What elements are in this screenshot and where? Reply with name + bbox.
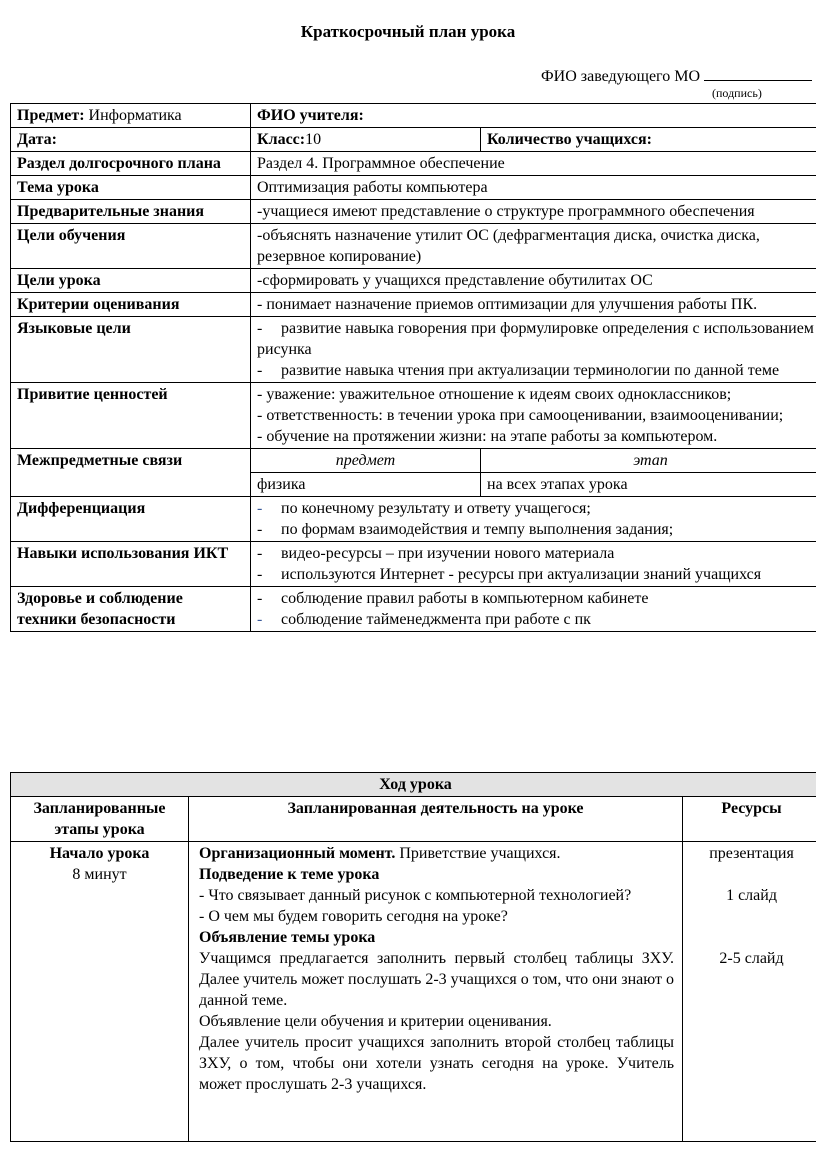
head-label: ФИО заведующего МО xyxy=(541,68,700,85)
list-item: - по формам взаимодействия и темпу выполнения задания; xyxy=(257,521,674,538)
goals-label: Цели обучения xyxy=(11,224,251,269)
inter-col-stage: этап xyxy=(481,449,816,473)
lang-label: Языковые цели xyxy=(11,317,251,383)
health-label: Здоровье и соблюдение техники безопасности xyxy=(11,587,251,632)
col-activity-header: Запланированная деятельность на уроке xyxy=(189,797,683,842)
goals-value: -объяснять назначение утилит ОС (дефрагментация диска, очистка диска, резервное копирование) xyxy=(251,224,816,269)
org-moment: Организационный момент. Приветствие учащихся. xyxy=(199,845,561,862)
criteria-label: Критерии оценивания xyxy=(11,293,251,317)
lang-value xyxy=(251,317,816,383)
subject-value: Информатика xyxy=(88,107,182,124)
stage-duration: 8 минут xyxy=(72,866,127,883)
announce-text: Объявление цели обучения и критерии оценивания. xyxy=(199,1013,552,1030)
inter-col-subject: предмет xyxy=(251,449,481,473)
col-stages-header: Запланированные этапы урока xyxy=(11,797,189,842)
resource-item: презентация xyxy=(709,845,794,862)
lesson-goals-value: -сформировать у учащихся представление обутилитах ОС xyxy=(251,269,816,293)
section-label: Раздел долгосрочного плана xyxy=(11,152,251,176)
list-item: - уважение: уважительное отношение к идеям своих одноклассников; xyxy=(257,386,732,403)
topic-label: Тема урока xyxy=(11,176,251,200)
prior-value: -учащиеся имеют представление о структуре программного обеспечения xyxy=(251,200,816,224)
course-heading: Ход урока xyxy=(11,773,816,797)
criteria-value: - понимает назначение приемов оптимизации для улучшения работы ПК. xyxy=(251,293,816,317)
announce-text: Учащимся предлагается заполнить первый столбец таблицы ЗХУ. Далее учитель может послушать 2-3 учащихся о том, что они знают о данной теме. xyxy=(199,950,674,1009)
lesson-course-table xyxy=(10,772,816,1142)
stage-name: Начало урока xyxy=(49,845,150,862)
lead-question: - О чем мы будем говорить сегодня на уроке? xyxy=(199,908,508,925)
signature-hint: (подпись) xyxy=(712,86,762,100)
prior-label: Предварительные знания xyxy=(11,200,251,224)
inter-stage-value: на всех этапах урока xyxy=(481,473,816,497)
date-label: Дата: xyxy=(11,128,251,152)
resource-item: 1 слайд xyxy=(726,887,777,904)
values-label: Привитие ценностей xyxy=(11,383,251,449)
diff-label: Дифференциация xyxy=(11,497,251,542)
lesson-goals-label: Цели урока xyxy=(11,269,251,293)
list-item: - обучение на протяжении жизни: на этапе работы за компьютером. xyxy=(257,428,718,445)
class-label: Класс: xyxy=(257,131,306,148)
subject-label: Предмет: xyxy=(17,107,85,124)
ict-label: Навыки использования ИКТ xyxy=(11,542,251,587)
list-item: - соблюдение правил работы в компьютерном кабинете xyxy=(257,590,649,607)
list-item: - по конечному результату и ответу учащегося; xyxy=(257,500,591,517)
list-item: - соблюдение тайменеджмента при работе с пк xyxy=(257,611,591,628)
announce-title: Объявление темы урока xyxy=(199,929,376,946)
head-signature-field xyxy=(541,66,812,86)
teacher-label: ФИО учителя: xyxy=(251,104,816,128)
stage-cell xyxy=(11,842,189,1142)
resources-cell xyxy=(683,842,816,1142)
lead-question: - Что связывает данный рисунок с компьютерной технологией? xyxy=(199,887,632,904)
subject-cell xyxy=(11,104,251,128)
health-value xyxy=(251,587,816,632)
announce-text: Далее учитель просит учащихся заполнить второй столбец таблицы ЗХУ, о том, чтобы они хотели узнать сегодня на уроке. Учитель может прослушать 2-3 учащихся. xyxy=(199,1034,674,1093)
list-item: - видео-ресурсы – при изучении нового материала xyxy=(257,545,615,562)
lesson-info-table xyxy=(10,103,816,632)
activity-cell xyxy=(189,842,683,1142)
class-value: 10 xyxy=(305,131,322,148)
section-value: Раздел 4. Программное обеспечение xyxy=(251,152,816,176)
diff-value xyxy=(251,497,816,542)
values-value xyxy=(251,383,816,449)
list-item: - развитие навыка чтения при актуализации терминологии по данной теме xyxy=(257,362,780,379)
ict-value xyxy=(251,542,816,587)
list-item: - развитие навыка говорения при формулировке определения с использованием рисунка xyxy=(257,320,814,358)
resource-item: 2-5 слайд xyxy=(719,950,784,967)
page-title: Краткосрочный план урока xyxy=(300,22,516,41)
class-cell xyxy=(251,128,481,152)
inter-label: Межпредметные связи xyxy=(11,449,251,497)
lead-title: Подведение к теме урока xyxy=(199,866,380,883)
col-resources-header: Ресурсы xyxy=(683,797,816,842)
list-item: - используются Интернет - ресурсы при актуализации знаний учащихся xyxy=(257,566,762,583)
students-label: Количество учащихся: xyxy=(481,128,816,152)
signature-line xyxy=(704,66,812,81)
topic-value: Оптимизация работы компьютера xyxy=(251,176,816,200)
list-item: - ответственность: в течении урока при самооценивании, взаимооценивании; xyxy=(257,407,784,424)
inter-subject-value: физика xyxy=(251,473,481,497)
